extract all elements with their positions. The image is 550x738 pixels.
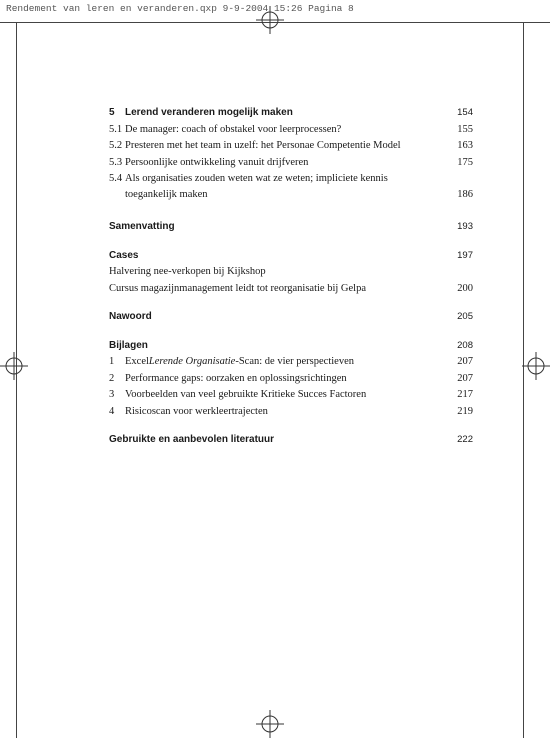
toc-appendix-number: 2 [109,372,115,384]
toc-page-number: 155 [457,123,473,135]
toc-chapter-title: Nawoord [109,311,152,322]
table-of-contents [109,106,473,450]
toc-appendix-4[interactable] [109,405,473,422]
toc-section-number: 5.4 [109,173,123,184]
toc-chapter-title: Cases [109,249,139,261]
toc-nawoord[interactable] [109,310,473,327]
toc-section-title: De manager: coach of obstakel voor leerprocessen? [125,123,342,135]
toc-page-number: 205 [457,311,473,322]
toc-section-number: 5.3 [109,156,123,168]
toc-case-kijkshop[interactable] [109,265,473,282]
toc-section-title-continued: toegankelijk maken [125,188,208,200]
toc-page-number: 207 [457,372,473,384]
toc-page-number: 222 [457,434,473,445]
toc-section-5-1[interactable] [109,123,473,140]
toc-appendix-number: 4 [109,405,115,417]
toc-section-5-4-continued[interactable] [109,188,473,205]
toc-section-5-3[interactable] [109,156,473,173]
toc-chapter-5[interactable] [109,106,473,123]
toc-bijlagen[interactable] [109,339,473,356]
toc-page-number: 217 [457,389,473,400]
toc-chapter-title: Samenvatting [109,221,175,232]
trim-line-right [523,22,524,738]
toc-appendix-title: ExcelLerende Organisatie-Scan: de vier perspectieven [125,356,354,367]
toc-page-number: 154 [457,107,473,118]
toc-section-title: Persoonlijke ontwikkeling vanuit drijfveren [125,156,309,168]
toc-page-number: 175 [457,156,473,168]
toc-chapter-title: Bijlagen [109,339,148,351]
toc-appendix-title: Voorbeelden van veel gebruikte Kritieke Succes Factoren [125,389,367,400]
toc-section-title: Presteren met het team in uzelf: het Personae Competentie Model [125,140,401,151]
toc-samenvatting[interactable] [109,220,473,237]
toc-chapter-title: Gebruikte en aanbevolen literatuur [109,434,275,445]
toc-section-number: 5.2 [109,140,123,151]
toc-section-5-4[interactable] [109,172,473,189]
toc-page-number: 193 [457,221,473,232]
toc-appendix-title: Risicoscan voor werkleertrajecten [125,405,268,417]
registration-mark-top-icon [256,6,284,34]
registration-mark-right-icon [522,352,550,380]
toc-page-number: 208 [457,339,473,351]
toc-chapter-number: 5 [109,107,115,118]
toc-case-title: Halvering nee-verkopen bij Kijkshop [109,266,266,277]
toc-literatuur[interactable] [109,433,473,450]
file-slug-header: Rendement van leren en veranderen.qxp 9-9-2004 15:26 Pagina 8 [6,3,354,14]
toc-cases[interactable] [109,249,473,266]
toc-case-title: Cursus magazijnmanagement leidt tot reorganisatie bij Gelpa [109,282,366,294]
toc-appendix-title: Performance gaps: oorzaken en oplossingsrichtingen [125,372,347,384]
toc-section-title: Als organisaties zouden weten wat ze weten; impliciete kennis [125,173,388,184]
toc-section-5-2[interactable] [109,139,473,156]
toc-case-gelpa[interactable] [109,282,473,299]
toc-page-number: 186 [457,188,473,200]
toc-appendix-1[interactable] [109,355,473,372]
registration-mark-bottom-icon [256,710,284,738]
toc-appendix-number: 3 [109,389,115,400]
toc-page-number: 163 [457,140,473,151]
toc-page-number: 219 [457,405,473,417]
toc-appendix-number: 1 [109,356,115,367]
toc-page-number: 200 [457,282,473,294]
trim-line-left [16,22,17,738]
toc-section-number: 5.1 [109,123,123,135]
toc-page-number: 197 [457,249,473,261]
toc-chapter-title: Lerend veranderen mogelijk maken [125,107,293,118]
registration-mark-left-icon [0,352,28,380]
toc-appendix-3[interactable] [109,388,473,405]
toc-appendix-2[interactable] [109,372,473,389]
toc-page-number: 207 [457,356,473,367]
